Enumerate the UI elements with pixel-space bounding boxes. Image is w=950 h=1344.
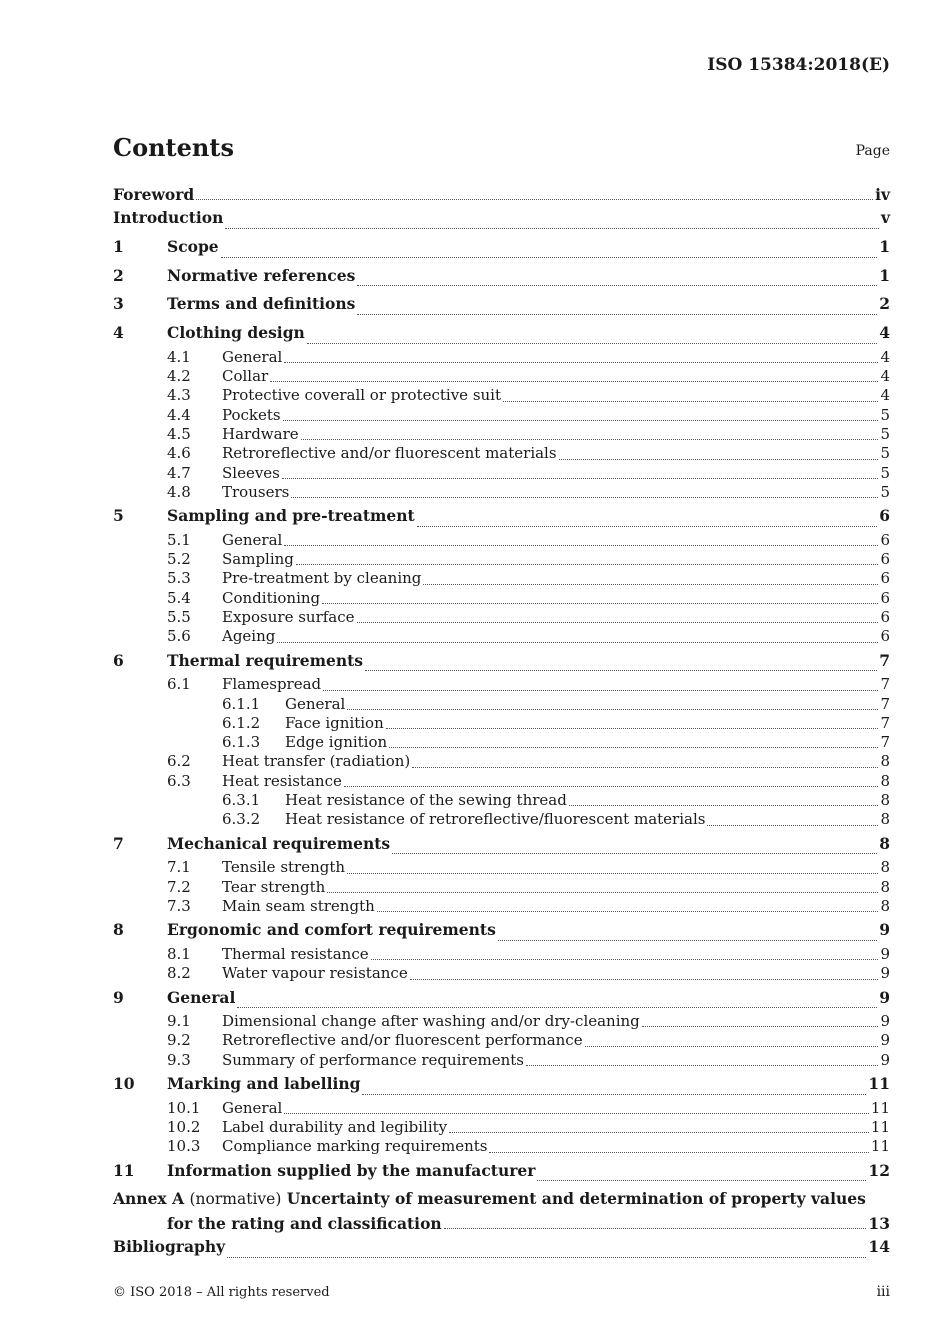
toc-entry-title: Retroreflective and/or fluorescent materials <box>222 444 557 463</box>
dot-leader <box>225 228 879 229</box>
toc-entry-number: 6.1.3 <box>222 733 261 752</box>
toc-entry[interactable] <box>113 608 890 627</box>
dot-leader <box>307 343 877 344</box>
toc-entry-number: 6.3.1 <box>222 791 261 810</box>
toc-entry-title: Conditioning <box>222 588 321 607</box>
toc-entry[interactable] <box>113 406 890 425</box>
toc-entry-page: 9 <box>880 1031 890 1050</box>
dot-leader <box>362 1094 866 1095</box>
toc-entry-page: 11 <box>870 1098 890 1117</box>
toc-entry-page: 8 <box>880 752 890 771</box>
toc-entry-title: Pre-treatment by cleaning <box>222 569 422 588</box>
dot-leader <box>444 1228 867 1229</box>
toc-entry-number: 9.1 <box>167 1012 191 1031</box>
toc-entry[interactable] <box>113 550 890 569</box>
annex-title-second: for the rating and classification <box>167 1214 442 1234</box>
toc-entry-title: Information supplied by the manufacturer <box>167 1160 536 1180</box>
dot-leader <box>277 642 878 643</box>
toc-entry[interactable] <box>113 444 890 463</box>
dot-leader <box>537 1180 866 1181</box>
annex-title-line2 <box>113 1214 890 1233</box>
dot-leader <box>389 747 878 748</box>
toc-entry[interactable] <box>113 1157 890 1186</box>
toc-entry-number: 8.2 <box>167 964 191 983</box>
toc-entry-title: Introduction <box>113 208 224 228</box>
toc-entry-number: 4.8 <box>167 482 191 501</box>
toc-entry-page: 7 <box>880 694 890 713</box>
toc-entry-number: 4.2 <box>167 367 191 386</box>
toc-entry-page: 12 <box>868 1160 890 1180</box>
toc-entry-number: 9.3 <box>167 1050 191 1069</box>
toc-entry-page: 9 <box>880 1012 890 1031</box>
toc-entry-title: Ageing <box>222 627 276 646</box>
toc-entry-page: 6 <box>879 506 890 526</box>
toc-entry-title: Retroreflective and/or fluorescent performance <box>222 1031 583 1050</box>
toc-entry-title: Tensile strength <box>222 858 346 877</box>
toc-entry[interactable] <box>113 367 890 386</box>
footer-page-number: iii <box>876 1284 890 1300</box>
dot-leader <box>498 940 877 941</box>
dot-leader <box>357 622 879 623</box>
toc-entry-number: 7.3 <box>167 896 191 915</box>
toc-entry-page: 2 <box>879 294 890 314</box>
toc-entry[interactable] <box>113 1051 890 1070</box>
toc-entry[interactable] <box>113 830 890 859</box>
toc-entry[interactable] <box>113 714 890 733</box>
toc-entry-title: Trousers <box>222 482 290 501</box>
toc-bibliography[interactable] <box>113 1233 890 1262</box>
toc-entry-title: Face ignition <box>285 713 384 732</box>
toc-entry-page: 7 <box>879 650 890 670</box>
toc-entry-number: 8.1 <box>167 944 191 963</box>
toc-entry[interactable] <box>113 464 890 483</box>
dot-leader <box>410 979 879 980</box>
toc-entry-title: Mechanical requirements <box>167 833 391 853</box>
dot-leader <box>296 564 879 565</box>
toc-entry-number: 9 <box>113 987 124 1007</box>
toc-entry-title: Heat transfer (radiation) <box>222 752 411 771</box>
toc-entry-number: 6.1 <box>167 675 191 694</box>
toc-entry-page: 6 <box>880 607 890 626</box>
toc-entry-page: 9 <box>880 964 890 983</box>
toc-entry-title: Heat resistance <box>222 771 342 790</box>
toc-entry-number: 10 <box>113 1074 135 1094</box>
toc-entry[interactable] <box>113 897 890 916</box>
annex-prefix: Annex A <box>113 1189 185 1209</box>
toc-entry-title: General <box>285 694 346 713</box>
toc-entry-number: 4.6 <box>167 444 191 463</box>
dot-leader <box>449 1132 869 1133</box>
dot-leader <box>347 873 878 874</box>
dot-leader <box>283 420 879 421</box>
toc-entry-page: 11 <box>870 1118 890 1137</box>
dot-leader <box>323 690 878 691</box>
toc-entry-title: Summary of performance requirements <box>222 1050 525 1069</box>
toc-entry-number: 5.5 <box>167 607 191 626</box>
toc-entry-page: 8 <box>879 833 890 853</box>
toc-entry-page: 8 <box>880 810 890 829</box>
dot-leader <box>282 478 879 479</box>
dot-leader <box>327 892 878 893</box>
dot-leader <box>386 728 879 729</box>
dot-leader <box>291 497 878 498</box>
dot-leader <box>392 853 877 854</box>
toc-entry-title: Tear strength <box>222 877 326 896</box>
toc-entry-number: 9.2 <box>167 1031 191 1050</box>
toc-entry[interactable] <box>113 319 890 348</box>
dot-leader <box>357 314 877 315</box>
toc-entry-number: 5.6 <box>167 627 191 646</box>
toc-entry-page: 4 <box>880 386 890 405</box>
toc-entry-page: 6 <box>880 530 890 549</box>
dot-leader <box>284 1113 869 1114</box>
toc-entry-title: Collar <box>222 367 269 386</box>
toc-entry[interactable] <box>113 916 890 945</box>
toc-entry-page: 8 <box>880 858 890 877</box>
annex-title-line1 <box>113 1185 890 1214</box>
contents-title: Contents <box>113 133 234 162</box>
toc-entry-page: 5 <box>880 463 890 482</box>
toc-entry-number: 2 <box>113 265 124 285</box>
toc-entry-page: 4 <box>879 323 890 343</box>
dot-leader <box>377 911 879 912</box>
toc-entry[interactable] <box>113 1070 890 1099</box>
toc-entry[interactable] <box>113 675 890 694</box>
dot-leader <box>371 959 879 960</box>
toc-entry-page: 9 <box>879 987 890 1007</box>
toc-entry-page: 8 <box>880 877 890 896</box>
toc-entry[interactable] <box>113 858 890 877</box>
toc-entry-page: 5 <box>880 444 890 463</box>
toc-entry-page: 8 <box>880 771 890 790</box>
toc-entry-page: 8 <box>880 896 890 915</box>
toc-entry[interactable] <box>113 290 890 319</box>
toc-entry[interactable] <box>113 502 890 531</box>
toc-entry-page: 4 <box>880 347 890 366</box>
toc-entry[interactable] <box>113 204 890 233</box>
toc-entry-title: Compliance marking requirements <box>222 1137 488 1156</box>
dot-leader <box>559 459 879 460</box>
toc-entry-number: 6.2 <box>167 752 191 771</box>
toc-entry-number: 6.1.1 <box>222 694 261 713</box>
toc-entry[interactable] <box>113 945 890 964</box>
toc-entry[interactable] <box>113 1099 890 1118</box>
toc-entry-page: 5 <box>880 405 890 424</box>
dot-leader <box>322 603 878 604</box>
toc-entry[interactable] <box>113 386 890 405</box>
annex-title-first: Uncertainty of measurement and determination of property values <box>286 1189 866 1209</box>
dot-leader <box>642 1026 879 1027</box>
footer-copyright: © ISO 2018 – All rights reserved <box>113 1285 330 1300</box>
toc-entry[interactable] <box>113 531 890 550</box>
toc-entry-title: Normative references <box>167 265 356 285</box>
toc-entry-number: 7.2 <box>167 877 191 896</box>
toc-entry-title: Ergonomic and comfort requirements <box>167 920 496 940</box>
toc-entry-page: 7 <box>880 713 890 732</box>
toc-entry[interactable] <box>113 348 890 367</box>
toc-entry[interactable] <box>113 733 890 752</box>
toc-entry-title: Sleeves <box>222 463 280 482</box>
document-id: ISO 15384:2018(E) <box>707 55 890 75</box>
toc-entry[interactable] <box>113 1137 890 1156</box>
toc-entry-number: 10.3 <box>167 1137 201 1156</box>
toc-entry-page: 5 <box>880 482 890 501</box>
toc-entry-page: 9 <box>880 1050 890 1069</box>
dot-leader <box>423 584 878 585</box>
toc-entry-page: 6 <box>880 550 890 569</box>
dot-leader <box>284 362 878 363</box>
dot-leader <box>707 825 878 826</box>
toc-entry[interactable] <box>113 627 890 646</box>
toc-entry-number: 10.2 <box>167 1118 201 1137</box>
toc-entry[interactable] <box>113 772 890 791</box>
dot-leader <box>221 257 878 258</box>
toc-entry-number: 4.3 <box>167 386 191 405</box>
toc-entry-page: v <box>880 208 890 228</box>
toc-entry-title: Marking and labelling <box>167 1074 361 1094</box>
toc-entry-number: 5.4 <box>167 588 191 607</box>
toc-entry-page: 11 <box>870 1137 890 1156</box>
dot-leader <box>344 786 879 787</box>
toc-entry-number: 4.1 <box>167 347 191 366</box>
dot-leader <box>357 285 877 286</box>
toc-entry-page: 1 <box>879 236 890 256</box>
toc-entry-number: 11 <box>113 1160 135 1180</box>
toc-entry-title: Label durability and legibility <box>222 1118 448 1137</box>
toc-entry-number: 5 <box>113 506 124 526</box>
dot-leader <box>237 1007 877 1008</box>
toc-entry-number: 8 <box>113 920 124 940</box>
toc-entry-page: 6 <box>880 569 890 588</box>
toc-entry-title: Thermal requirements <box>167 650 364 670</box>
toc-entry[interactable] <box>113 964 890 983</box>
toc-entry-title: Clothing design <box>167 323 305 343</box>
toc-entry-number: 6.3 <box>167 771 191 790</box>
toc-entry[interactable] <box>113 1012 890 1031</box>
toc-entry[interactable] <box>113 589 890 608</box>
toc-entry-number: 4.5 <box>167 424 191 443</box>
toc-entry-number: 5.2 <box>167 550 191 569</box>
toc-entry-page: 5 <box>880 424 890 443</box>
dot-leader <box>365 670 877 671</box>
dot-leader <box>526 1065 878 1066</box>
dot-leader <box>196 199 873 200</box>
toc-entry[interactable] <box>113 810 890 829</box>
toc-entry-title: Heat resistance of the sewing thread <box>285 791 567 810</box>
dot-leader <box>417 526 878 527</box>
toc-entry[interactable] <box>113 483 890 502</box>
dot-leader <box>569 805 879 806</box>
toc-annex-a[interactable] <box>113 1185 890 1233</box>
toc-entry-title: Exposure surface <box>222 607 355 626</box>
bibliography-title: Bibliography <box>113 1237 226 1257</box>
toc-entry-title: Heat resistance of retroreflective/fluorescent materials <box>285 810 706 829</box>
toc-entry[interactable] <box>113 425 890 444</box>
toc-entry-title: Protective coverall or protective suit <box>222 386 502 405</box>
dot-leader <box>284 545 878 546</box>
toc-entry-title: Dimensional change after washing and/or dry-cleaning <box>222 1012 640 1031</box>
toc-entry-title: Edge ignition <box>285 733 388 752</box>
toc-entry[interactable] <box>113 791 890 810</box>
dot-leader <box>301 439 879 440</box>
page-column-label: Page <box>855 143 890 159</box>
toc-entry-title: Thermal resistance <box>222 944 369 963</box>
dot-leader <box>270 381 878 382</box>
toc-entry-number: 1 <box>113 236 124 256</box>
toc-entry-page: 7 <box>880 675 890 694</box>
dot-leader <box>412 767 878 768</box>
toc-entry[interactable] <box>113 569 890 588</box>
dot-leader <box>585 1046 879 1047</box>
toc-entry-title: General <box>167 987 236 1007</box>
toc-entry-page: 7 <box>880 733 890 752</box>
toc-entry-title: General <box>222 347 283 366</box>
dot-leader <box>503 401 878 402</box>
toc-entry[interactable] <box>113 262 890 291</box>
toc-entry-number: 4 <box>113 323 124 343</box>
bibliography-page: 14 <box>868 1237 890 1257</box>
toc-entry[interactable] <box>113 695 890 714</box>
toc-entry[interactable] <box>113 233 890 262</box>
table-of-contents <box>113 185 890 1262</box>
toc-entry-title: Sampling <box>222 550 294 569</box>
toc-entry-title: General <box>222 530 283 549</box>
annex-page: 13 <box>868 1214 890 1234</box>
toc-entry[interactable] <box>113 984 890 1013</box>
toc-entry-page: 9 <box>880 944 890 963</box>
dot-leader <box>489 1152 868 1153</box>
toc-entry-title: Sampling and pre-treatment <box>167 506 415 526</box>
toc-entry-title: Flamespread <box>222 675 322 694</box>
toc-entry-number: 6 <box>113 650 124 670</box>
toc-entry-number: 5.3 <box>167 569 191 588</box>
toc-entry-number: 4.7 <box>167 463 191 482</box>
toc-entry-number: 7.1 <box>167 858 191 877</box>
toc-entry-page: 4 <box>880 367 890 386</box>
toc-entry-page: 6 <box>880 627 890 646</box>
toc-entry-title: Hardware <box>222 424 299 443</box>
toc-entry[interactable] <box>113 878 890 897</box>
toc-entry-title: Terms and definitions <box>167 294 356 314</box>
dot-leader <box>227 1257 866 1258</box>
toc-entry-page: iv <box>875 185 890 204</box>
toc-entry-number: 7 <box>113 833 124 853</box>
toc-entry[interactable] <box>113 647 890 676</box>
toc-entry-title: Foreword <box>113 185 195 204</box>
toc-entry-number: 6.1.2 <box>222 713 261 732</box>
toc-entry-title: Water vapour resistance <box>222 964 408 983</box>
toc-entry-number: 4.4 <box>167 405 191 424</box>
toc-entry-page: 1 <box>879 265 890 285</box>
toc-entry-title: Scope <box>167 236 219 256</box>
toc-entry-page: 11 <box>868 1074 890 1094</box>
toc-entry-number: 10.1 <box>167 1098 201 1117</box>
toc-entry-title: Pockets <box>222 405 281 424</box>
annex-normative: (normative) <box>189 1190 282 1209</box>
toc-entry-title: General <box>222 1098 283 1117</box>
toc-entry[interactable] <box>113 1118 890 1137</box>
toc-entry-page: 8 <box>880 791 890 810</box>
toc-entry-number: 6.3.2 <box>222 810 261 829</box>
dot-leader <box>347 709 878 710</box>
toc-entry-number: 3 <box>113 294 124 314</box>
toc-entry-title: Main seam strength <box>222 896 375 915</box>
toc-entry[interactable] <box>113 1031 890 1050</box>
toc-entries <box>113 185 890 1185</box>
toc-entry-number: 5.1 <box>167 530 191 549</box>
toc-entry-page: 6 <box>880 588 890 607</box>
toc-entry[interactable] <box>113 752 890 771</box>
toc-entry[interactable] <box>113 185 890 204</box>
toc-entry-page: 9 <box>879 920 890 940</box>
